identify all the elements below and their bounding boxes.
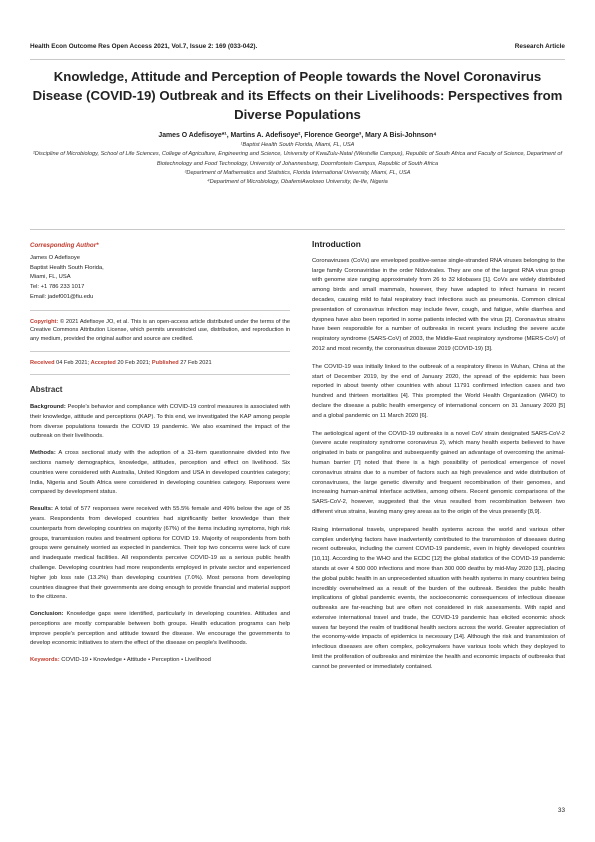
affiliation-1: ¹Baptist Health South Florida, Miami, FL, USA — [240, 142, 355, 148]
published-date: 27 Feb 2021 — [178, 359, 212, 366]
title-block — [30, 67, 565, 187]
background-label: Background: — [30, 403, 66, 410]
copyright-label: Copyright: — [30, 318, 59, 325]
methods-label: Methods: — [30, 450, 56, 457]
divider — [30, 310, 290, 311]
intro-paragraph-4: Rising international travels, unprepared health systems across the world and various other complex underlying factors have inadvertently contributed to the transmission of diseases during recent outbreaks, including the current COVID-19 pandemic, even in highly developed countries [10,11]. According to the WHO and the ECDC [12] the global statistics of the COVID-19 pandemic stands at over 4 500 000 infections and more than 300 000 deaths by mid-May 2020 [13], placing the global public health in an unprecedented situation with health systems in many countries being incredibly overwhelmed as a result of the burden of the outbreak. Besides the public health implications of global pandemic events, the socioeconomic consequences of infectious disease outbreaks are far-reaching but are often not considered in risk assessments. With rapid and extensive international travel and trade, the COVID-19 pandemic has elicited economic shock waves far beyond the realm of traditional health sectors across the world. Greater appreciation of the economy-wide impacts of epidemics is necessary [14]. Although the risk and transmission of infectious diseases are often complex, policymakers have various tools which they deployed to limit the proliferation of outbreaks and minimize the health and economic impacts of outbreaks that cannot be prevented or immediately contained. — [312, 526, 565, 670]
affiliation-2: ²Discipline of Microbiology, School of Life Sciences, College of Agriculture, Engineering and Science, University of KwaZulu-Natal (Westville Campus), Republic of South Africa and Faculty of Science, Department of Biotechnology and Food Technology, University of Johannesburg, Doornfontein Campus, Republic of South Africa — [32, 151, 563, 167]
accepted-label: Accepted — [90, 359, 116, 366]
running-header — [30, 43, 565, 55]
intro-paragraph-2: The COVID-19 was initially linked to the outbreak of a respiratory illness in Wuhan, China at the start of December 2019, by the end of January 2020, the spread of the epidemic has been reported in about twenty other countries with about 11791 confirmed infection cases and two hundred and thirteen mortalities [4]. This prompted the World Health Organization (WHO) to declare the disease a public health emergency of international concern on 31 January 2020 [5] and a global pandemic on 11 March 2020 [6]. — [312, 363, 565, 419]
article-type: Research Article — [514, 43, 565, 50]
methods-text: A cross sectional study with the adoption of a 31-item questionnaire divided into five sections namely demographics, knowledge, attitudes, perception and effect on livelihood. Six countries were considered with Australia, United Kingdom and USA in developed countries category; India, Nigeria and South Africa were considered in developing countries category. Reponses were compared by development status. — [30, 450, 290, 496]
affiliation-4: ⁴Department of Microbiology, ObafemiAwolowo University, Ile-Ife, Nigeria — [207, 179, 388, 186]
corresponding-author-box — [30, 241, 290, 303]
affiliation-3: ³Department of Mathematics and Statistics, Florida International University, Miami, FL, USA — [184, 169, 411, 176]
abstract-conclusion — [30, 610, 290, 649]
article-dates — [30, 359, 290, 368]
keywords-label: Keywords: — [30, 657, 60, 664]
keywords-text: COVID-19 • Knowledge • Attitude • Perception • Livelihood — [59, 657, 211, 664]
copyright-text: © 2021 Adefisoye JO, et al. This is an open-access article distributed under the terms of the Creative Commons Attribution License, which permits unrestricted use, distribution, and reproduction in any medium, provided the original author and source are credited. — [30, 318, 290, 342]
title-divider — [30, 229, 565, 230]
left-column — [30, 241, 290, 673]
journal-citation: Health Econ Outcome Res Open Access 2021, Vol.7, Issue 2: 169 (033-042). — [30, 43, 258, 50]
background-text: People's behavior and compliance with COVID-19 control measures is associated with their knowledge, attitude and perceptions (KAP). To this end, we investigated the KAP among people from diverse populations towards the COVID 19 pandemic. We also examined the impact of the outbreak on their livelihoods. — [30, 403, 290, 440]
conclusion-text: Knowledge gaps were identified, particularly in developing countries. Attitudes and perceptions are mostly comparable between both groups. Health education programs can help improve people's perception and attitude toward the disease. We encourage the governments to develop economic initiatives to stem the effect of the disease on people's livelihoods. — [30, 611, 290, 647]
introduction-heading: Introduction — [312, 239, 361, 249]
conclusion-label: Conclusion: — [30, 611, 64, 618]
received-date: 04 Feb 2021; — [54, 359, 91, 366]
accepted-date: 20 Feb 2021; — [115, 359, 152, 366]
abstract-heading: Abstract — [30, 385, 63, 395]
corresponding-tel: Tel: +1 786 233 1017 — [30, 284, 85, 291]
published-label: Published — [151, 359, 179, 366]
keywords — [30, 656, 290, 666]
received-label: Received — [30, 359, 55, 366]
abstract-results — [30, 505, 290, 603]
copyright-notice — [30, 318, 290, 344]
author-list: James O Adefisoye*¹, Martins A. Adefisoye², Florence George³, Mary A Bisi-Johnson⁴ — [158, 132, 437, 139]
corresponding-name: James O Adefisoye — [30, 254, 80, 261]
abstract-methods — [30, 449, 290, 498]
corresponding-author-heading: Corresponding Author* — [30, 242, 99, 249]
paper-title: Knowledge, Attitude and Perception of People towards the Novel Coronavirus Disease (COVID-19) Outbreak and its Effects on their Livelihoods: Perspectives from Diverse Populations — [32, 69, 563, 122]
divider — [30, 351, 290, 352]
page-number: 33 — [557, 807, 565, 814]
results-text: A total of 577 responses were received with 55.5% female and 49% below the age of 35 years. Respondents from developed countries had significantly better knowledge than their counterparts from developing countries on majority (67%) of the items including symptoms, high risk groups, transmission routes and treatment options for COVID 19. Majority of respondents from both groups were genuinely worried as expected in pandemics. Their top two concerns were lack of cure and inadequate medical facilities. All respondents perceive COVID-19 as a serious public health challenge. Developing countries had more respondents employed in private sector and experienced higher job loss rate (13.2%) than developing countries (7.0%). Most persons from developing countries disagree that their governments are doing enough to provide financial and material support to the citizens. — [30, 506, 290, 601]
results-label: Results: — [30, 506, 53, 513]
intro-paragraph-1: Coronaviruses (CoVs) are enveloped positive-sense single-stranded RNA viruses belonging to the large family Coronaviridae in the order Nidovirales. They are one of the largest RNA virus group with genome size ranging approximately from 26 to 32 kilobases [1]. CoVs are widely distributed among birds and small mammals, however, they have adapted to infect humans in recent decades, causing mild to fatal respiratory tract infections such as pneumonia. Common clinical presentation of coronavirus infection may include fever, cough, and fatigue, while diarrhea and dyspnea have also been reported in some patients infected with the virus [2]. Coronavirus strains have been responsible for a number of outbreaks in recent years including the severe acute respiratory syndrome (SARS-CoV) of 2003, the Middle-East respiratory syndrome (MERS-CoV) of 2012 and most recently, the coronavirus disease 2019 (COVID-19) [3]. — [312, 257, 565, 352]
corresponding-city: Miami, FL, USA — [30, 274, 71, 281]
header-divider — [30, 59, 565, 60]
abstract-background — [30, 403, 290, 442]
intro-paragraph-3: The aetiological agent of the COVID-19 outbreaks is a novel CoV strain designated SARS-CoV-2 (severe acute respiratory syndrome coronavirus 2), which many health experts believed to have originated in bats or pangolins and subsequently gained an advantage of overcoming the animal-human barrier [7] noted that there is a high possibility of periodical emergence of novel coronavirus strains due to a number of factors such as high prevalence and wide distribution of coronaviruses, the large genetic diversity and frequent recombination of their genomes, and increasing human-animal interface activities, among others. Recent genomic comparisons of the SARS-CoV-2, however, suggested that the virus resulted from recombination between two different virus strains, leaving many grey areas as to the origin of the virus presently [8,9]. — [312, 430, 565, 515]
corresponding-org: Baptist Health South Florida, — [30, 264, 104, 271]
corresponding-email[interactable]: Email: jadef001@fiu.edu — [30, 293, 94, 300]
right-column — [312, 241, 565, 681]
divider — [30, 374, 290, 375]
